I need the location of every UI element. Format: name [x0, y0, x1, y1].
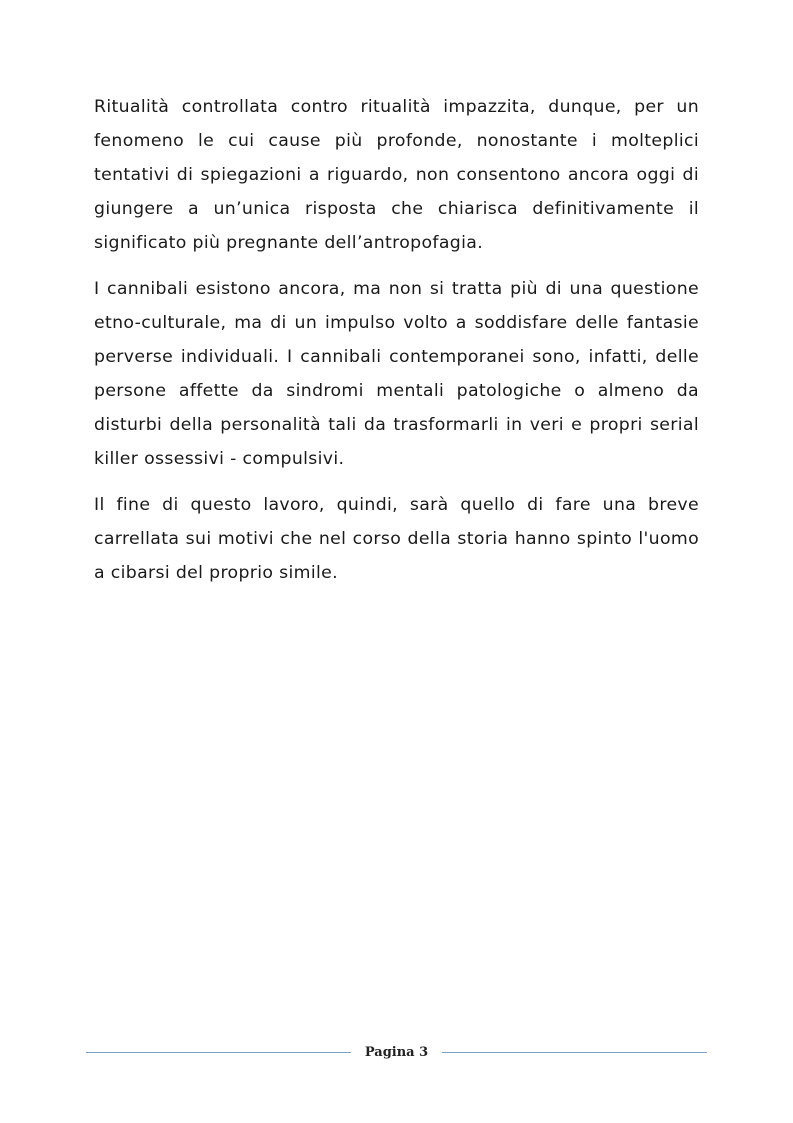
paragraph-2: I cannibali esistono ancora, ma non si tratta più di una questione etno-culturale, ma di un impulso volto a soddisfare delle fantasie perverse individuali. I cannibali contemporanei sono, infatti, delle persone affette da sindromi mentali patologiche o almeno da disturbi della personalità tali da trasformarli in veri e propri serial killer ossessivi - compulsivi. — [94, 279, 699, 469]
page-footer — [86, 1043, 707, 1061]
footer-rule-left — [86, 1052, 351, 1053]
footer-rule-right — [442, 1052, 707, 1053]
paragraph-1: Ritualità controllata contro ritualità impazzita, dunque, per un fenomeno le cui cause più profonde, nonostante i molteplici tentativi di spiegazioni a riguardo, non consentono ancora oggi di giungere a un’unica risposta che chiarisca definitivamente il significato più pregnante dell’antropofagia. — [94, 97, 699, 253]
document-body — [94, 90, 699, 602]
paragraph-3: Il fine di questo lavoro, quindi, sarà quello di fare una breve carrellata sui motivi che nel corso della storia hanno spinto l'uomo a cibarsi del proprio simile. — [94, 495, 699, 583]
page-number: Pagina 3 — [364, 1044, 429, 1060]
